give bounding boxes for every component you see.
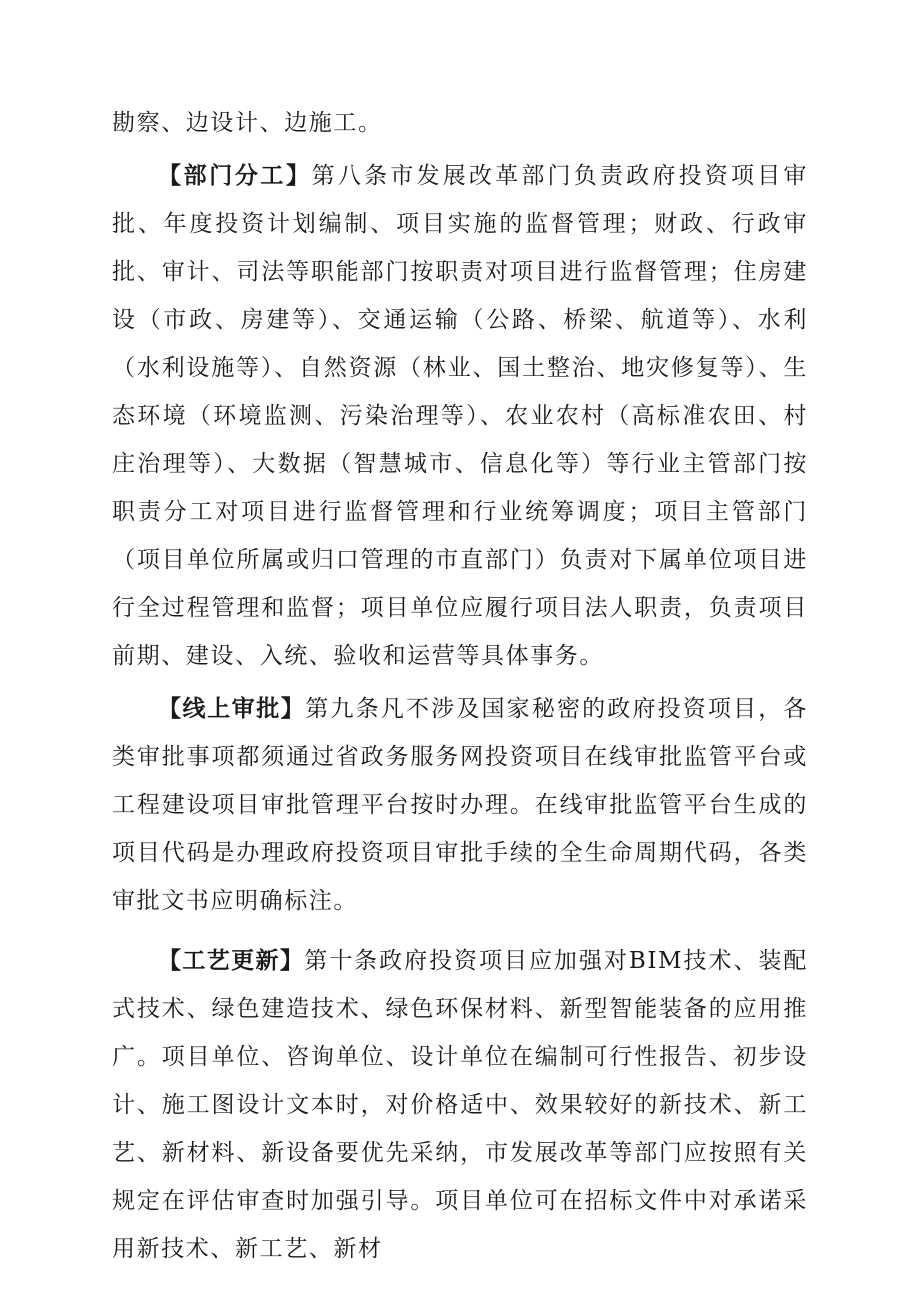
section-heading: 【线上审批】 xyxy=(158,696,306,722)
section-heading: 【工艺更新】 xyxy=(158,948,305,974)
section-body: 第十条政府投资项目应加强对BIM技术、装配式技术、绿色建造技术、绿色环保材料、新型智能装备的应用推广。项目单位、咨询单位、设计单位在编制可行性报告、初步设计、施工图设计文本时，对价格适中、效果较好的新技术、新工艺、新材料、新设备要优先采纳，市发展改革等部门应按照有关规定在评估审查时加强引导。项目单位可在招标文件中对承诺采用新技术、新工艺、新材 xyxy=(112,948,809,1262)
section-heading: 【部门分工】 xyxy=(158,163,312,189)
document-body xyxy=(112,99,808,1273)
section-body: 第九条凡不涉及国家秘密的政府投资项目，各类审批事项都须通过省政务服务网投资项目在线审批监管平台或工程建设项目审批管理平台按时办理。在线审批监管平台生成的项目代码是办理政府投资项目审批手续的全生命周期代码，各类审批文书应明确标注。 xyxy=(112,696,809,914)
section-online-approval xyxy=(112,685,808,925)
section-process-update xyxy=(112,937,808,1273)
section-body: 第八条市发展改革部门负责政府投资项目审批、年度投资计划编制、项目实施的监督管理；财政、行政审批、审计、司法等职能部门按职责对项目进行监督管理；住房建设（市政、房建等）、交通运输（公路、桥梁、航道等）、水利（水利设施等）、自然资源（林业、国土整治、地灾修复等）、生态环境（环境监测、污染治理等）、农业农村（高标准农田、村庄治理等）、大数据（智慧城市、信息化等）等行业主管部门按职责分工对项目进行监督管理和行业统筹调度；项目主管部门（项目单位所属或归口管理的市直部门）负责对下属单位项目进行全过程管理和监督；项目单位应履行项目法人职责，负责项目前期、建设、入统、验收和运营等具体事务。 xyxy=(112,163,809,669)
continuation-paragraph: 勘察、边设计、边施工。 xyxy=(112,110,383,136)
section-department-division xyxy=(112,152,808,680)
